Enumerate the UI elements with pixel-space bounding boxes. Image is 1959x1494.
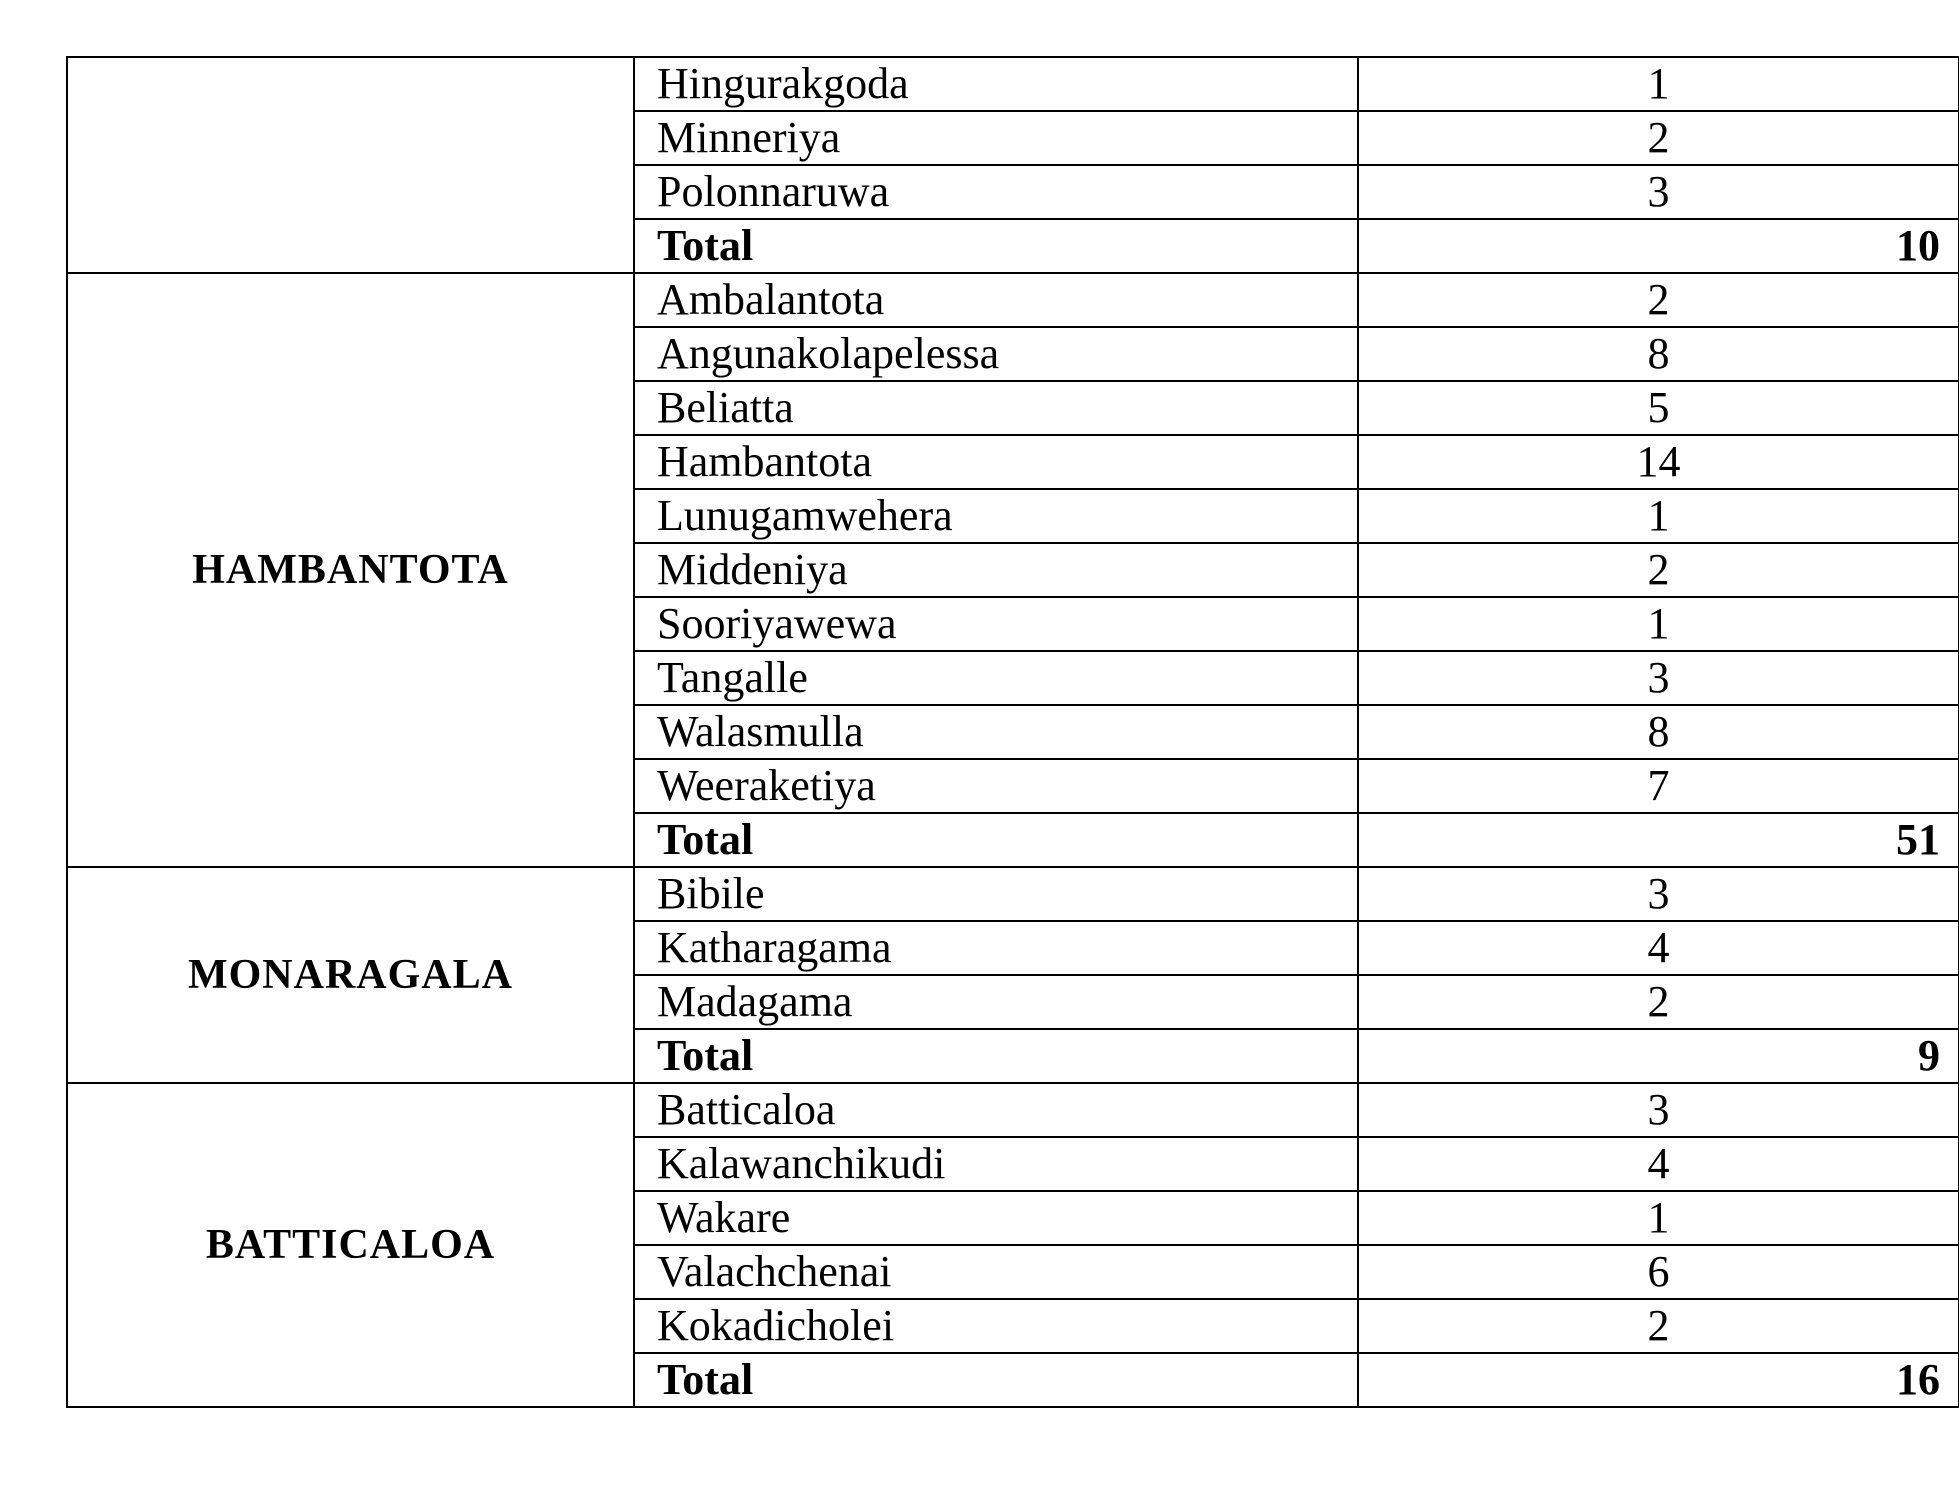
count-cell: 3 xyxy=(1358,651,1959,705)
area-cell: Kokadicholei xyxy=(634,1299,1358,1353)
count-cell: 2 xyxy=(1358,273,1959,327)
count-cell: 2 xyxy=(1358,543,1959,597)
count-cell: 2 xyxy=(1358,975,1959,1029)
table-row xyxy=(67,1083,1959,1137)
area-cell: Walasmulla xyxy=(634,705,1358,759)
total-value-cell: 10 xyxy=(1358,219,1959,273)
area-cell: Kalawanchikudi xyxy=(634,1137,1358,1191)
count-cell: 3 xyxy=(1358,165,1959,219)
count-cell: 1 xyxy=(1358,1191,1959,1245)
area-cell: Angunakolapelessa xyxy=(634,327,1358,381)
area-cell: Hingurakgoda xyxy=(634,57,1358,111)
district-area-table xyxy=(66,56,1959,1408)
area-cell: Batticaloa xyxy=(634,1083,1358,1137)
count-cell: 14 xyxy=(1358,435,1959,489)
count-cell: 4 xyxy=(1358,921,1959,975)
count-cell: 6 xyxy=(1358,1245,1959,1299)
district-cell xyxy=(67,57,634,273)
count-cell: 3 xyxy=(1358,867,1959,921)
count-cell: 3 xyxy=(1358,1083,1959,1137)
count-cell: 1 xyxy=(1358,57,1959,111)
count-cell: 5 xyxy=(1358,381,1959,435)
total-label-cell: Total xyxy=(634,813,1358,867)
total-value-cell: 51 xyxy=(1358,813,1959,867)
area-cell: Middeniya xyxy=(634,543,1358,597)
count-cell: 8 xyxy=(1358,327,1959,381)
table-row xyxy=(67,867,1959,921)
area-cell: Wakare xyxy=(634,1191,1358,1245)
area-cell: Katharagama xyxy=(634,921,1358,975)
count-cell: 2 xyxy=(1358,1299,1959,1353)
total-value-cell: 9 xyxy=(1358,1029,1959,1083)
area-cell: Ambalantota xyxy=(634,273,1358,327)
table-row xyxy=(67,57,1959,111)
count-cell: 1 xyxy=(1358,597,1959,651)
district-cell: MONARAGALA xyxy=(67,867,634,1083)
area-cell: Sooriyawewa xyxy=(634,597,1358,651)
area-cell: Minneriya xyxy=(634,111,1358,165)
total-label-cell: Total xyxy=(634,219,1358,273)
total-label-cell: Total xyxy=(634,1029,1358,1083)
district-cell: BATTICALOA xyxy=(67,1083,634,1407)
area-cell: Lunugamwehera xyxy=(634,489,1358,543)
table-row xyxy=(67,273,1959,327)
area-cell: Weeraketiya xyxy=(634,759,1358,813)
district-cell: HAMBANTOTA xyxy=(67,273,634,867)
area-cell: Hambantota xyxy=(634,435,1358,489)
area-cell: Polonnaruwa xyxy=(634,165,1358,219)
district-table-container xyxy=(66,56,1959,1408)
count-cell: 4 xyxy=(1358,1137,1959,1191)
count-cell: 2 xyxy=(1358,111,1959,165)
area-cell: Valachchenai xyxy=(634,1245,1358,1299)
count-cell: 1 xyxy=(1358,489,1959,543)
area-cell: Bibile xyxy=(634,867,1358,921)
area-cell: Tangalle xyxy=(634,651,1358,705)
table-body xyxy=(67,57,1959,1407)
total-label-cell: Total xyxy=(634,1353,1358,1407)
area-cell: Beliatta xyxy=(634,381,1358,435)
total-value-cell: 16 xyxy=(1358,1353,1959,1407)
count-cell: 7 xyxy=(1358,759,1959,813)
area-cell: Madagama xyxy=(634,975,1358,1029)
count-cell: 8 xyxy=(1358,705,1959,759)
